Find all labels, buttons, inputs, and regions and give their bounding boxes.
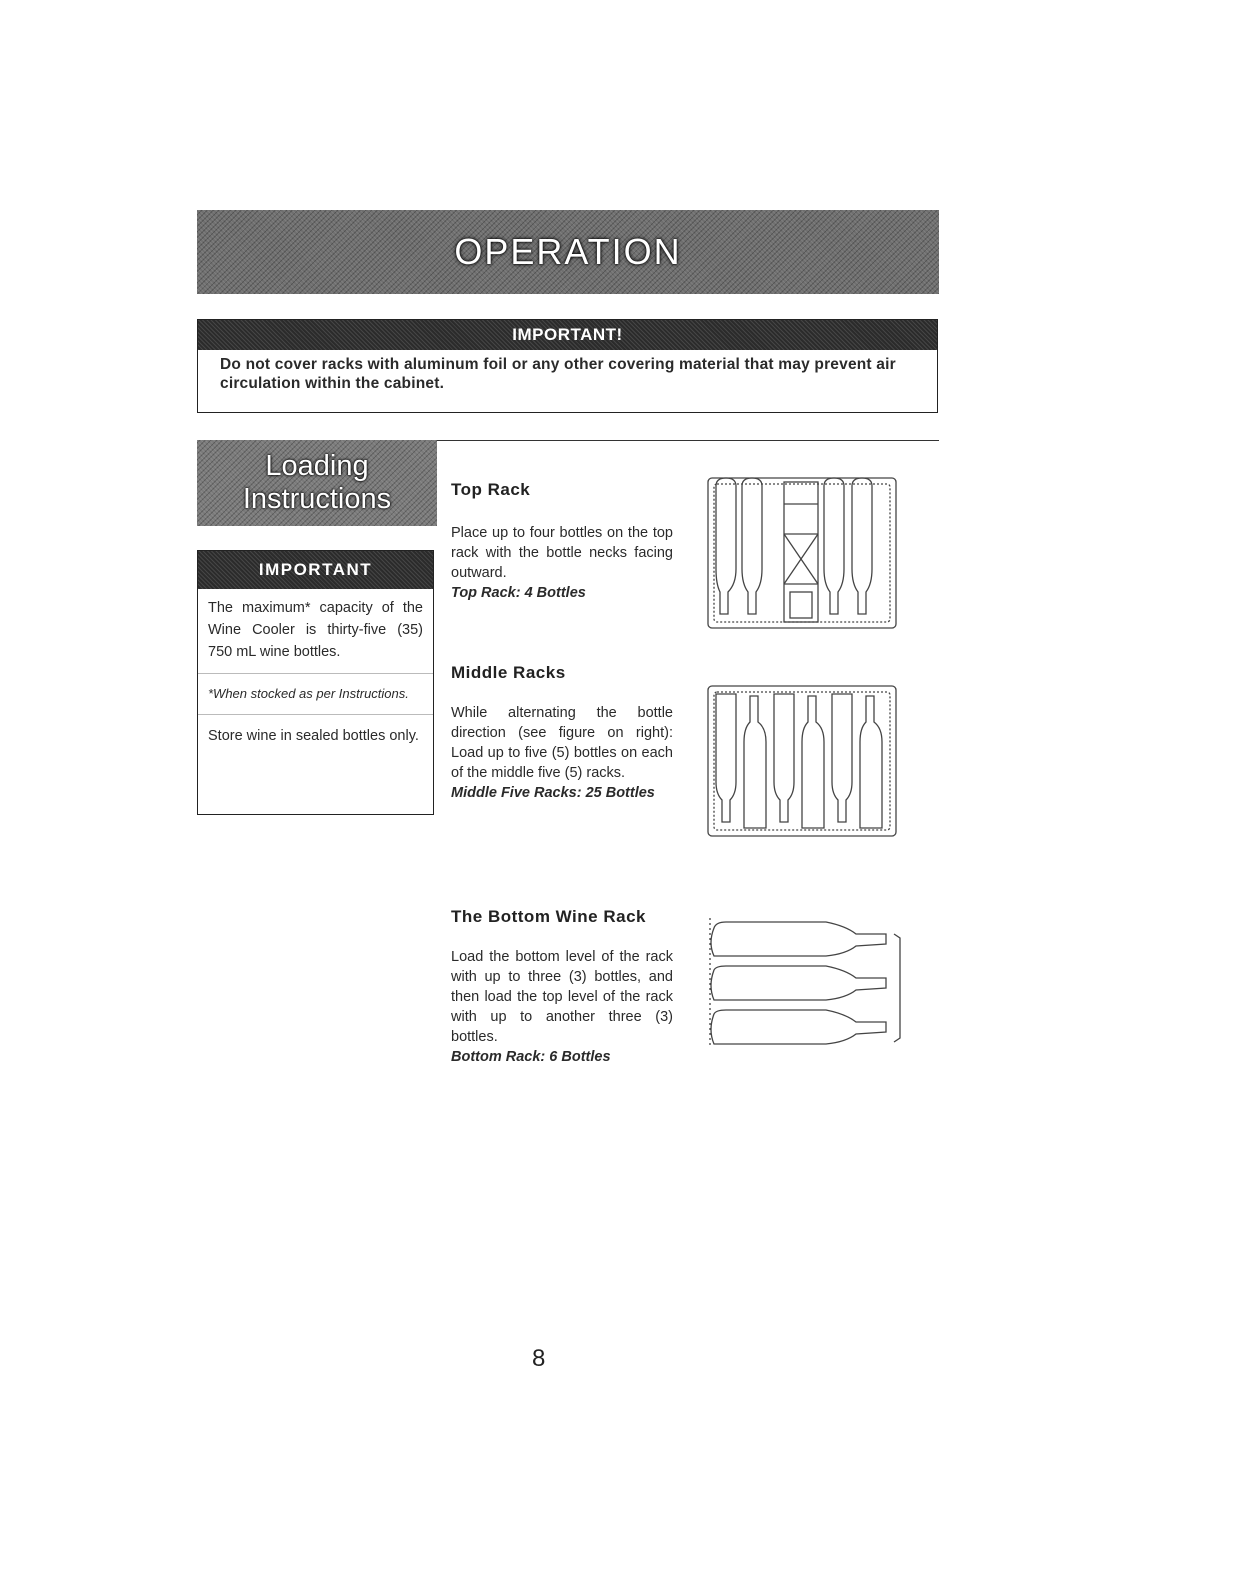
top-rack-figure bbox=[706, 474, 901, 634]
middle-racks-figure bbox=[706, 682, 901, 842]
loading-instructions-box bbox=[197, 440, 437, 526]
middle-racks-capacity: Middle Five Racks: 25 Bottles bbox=[451, 785, 655, 801]
bottom-rack-body: Load the bottom level of the rack with up to three (3) bottles, and then load the top level of the rack with up to another three (3) bottles. bbox=[451, 949, 673, 1045]
page-number: 8 bbox=[532, 1345, 546, 1372]
important-notice bbox=[197, 319, 938, 413]
capacity-important-body bbox=[198, 589, 433, 747]
bottom-rack-figure bbox=[706, 908, 906, 1053]
middle-racks-body: While alternating the bottle direction (see figure on right): Load up to five (5) bottles on each of the middle five (5) racks. bbox=[451, 705, 673, 781]
operation-banner bbox=[197, 210, 939, 294]
important-notice-heading: IMPORTANT! bbox=[512, 325, 623, 344]
capacity-important-box bbox=[197, 550, 434, 815]
top-rack-text bbox=[451, 523, 673, 603]
middle-racks-text bbox=[451, 703, 673, 803]
storage-separator bbox=[198, 714, 433, 715]
top-rack-body: Place up to four bottles on the top rack with the bottle necks facing outward. bbox=[451, 525, 673, 581]
important-notice-text: Do not cover racks with aluminum foil or any other covering material that may prevent air circulation within the cabinet. bbox=[220, 356, 896, 392]
capacity-separator bbox=[198, 673, 433, 674]
loading-title-line2: Instructions bbox=[242, 483, 392, 515]
capacity-important-header bbox=[198, 551, 433, 589]
top-rack-title: Top Rack bbox=[451, 480, 531, 499]
banner-title: OPERATION bbox=[454, 231, 682, 272]
capacity-text: The maximum* capacity of the Wine Cooler is thirty-five (35) 750 mL wine bottles. bbox=[208, 600, 423, 660]
important-notice-header bbox=[198, 320, 937, 350]
capacity-footnote: *When stocked as per Instructions. bbox=[208, 686, 409, 701]
bottom-rack-capacity: Bottom Rack: 6 Bottles bbox=[451, 1049, 611, 1065]
bottom-rack-text bbox=[451, 947, 673, 1067]
section-divider bbox=[437, 440, 939, 441]
bottom-rack-title: The Bottom Wine Rack bbox=[451, 907, 646, 926]
capacity-important-heading: IMPORTANT bbox=[258, 560, 373, 579]
top-rack-capacity: Top Rack: 4 Bottles bbox=[451, 585, 586, 601]
storage-text: Store wine in sealed bottles only. bbox=[208, 728, 419, 744]
loading-title-line1: Loading bbox=[265, 450, 369, 482]
middle-racks-title: Middle Racks bbox=[451, 663, 566, 682]
